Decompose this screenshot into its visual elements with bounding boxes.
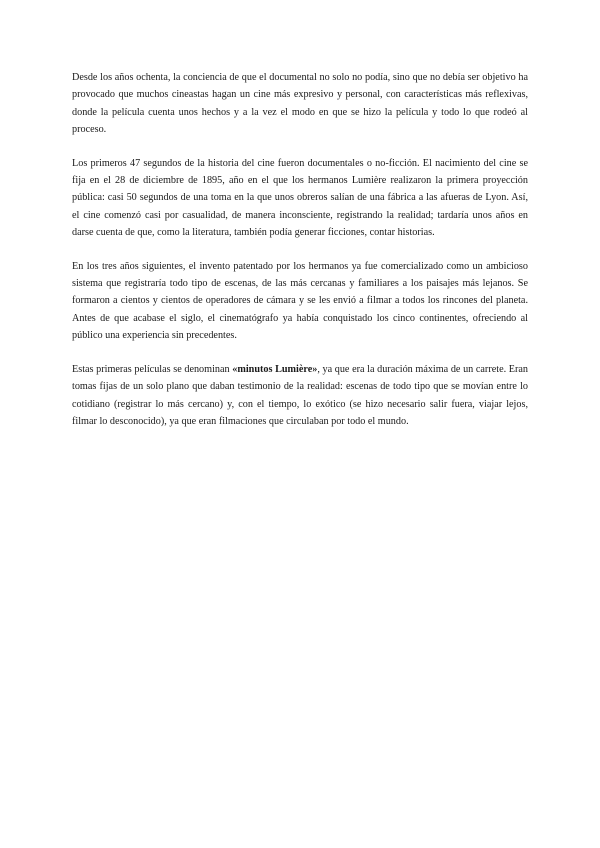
lumiere-minutes-term: «minutos Lumière» — [232, 363, 318, 375]
paragraph-text-before: Estas primeras películas se denominan — [72, 363, 233, 375]
document-body — [72, 69, 528, 446]
paragraph-cinema-origins: Los primeros 47 segundos de la historia del cine fueron documentales o no-ficción. El nacimiento del cine se fija en el 28 de diciembre de 1895, año en el que los hermanos Lumière realizaron la primera proyección pública: casi 50 segundos de una toma en la que unos obreros salían de una fábrica a las afueras de Lyon. Así, el cine comenzó casi por casualidad, de manera inconsciente, registrando la realidad; tardaría unos años en darse cuenta de que, como la literatura, también podía generar ficciones, contar historias. — [72, 157, 528, 239]
paragraph-invention-expansion: En los tres años siguientes, el invento patentado por los hermanos ya fue comercializado como un ambicioso sistema que registraría todo tipo de escenas, de las más cercanas y familiares a los paisajes más lejanos. Se formaron a cientos y cientos de operadores de cámara y se les envió a filmar a todos los rincones del planeta. Antes de que acabase el siglo, el cinematógrafo ya había conquistado los cinco continentes, ofreciendo al público una experiencia sin precedentes. — [72, 260, 528, 342]
paragraph-text-after: , ya que era la duración máxima de un carrete. Eran tomas fijas de un solo plano que daban testimonio de la realidad: escenas de todo tipo que se movían entre lo cotidiano (registrar lo más cercano) y, con el tiempo, lo exótico (se hizo necesario salir fuera, viajar lejos, filmar lo desconocido), ya que eran filmaciones que circulaban por todo el mundo. — [72, 363, 528, 427]
paragraph-documentary-intro: Desde los años ochenta, la conciencia de que el documental no solo no podía, sino que no debía ser objetivo ha provocado que muchos cineastas hagan un cine más expresivo y personal, con características más reflexivas, donde la película cuenta unos hechos y a la vez el modo en que se hizo la película y todo lo que rodeó al proceso. — [72, 72, 528, 136]
paragraph-lumiere-minutes — [72, 361, 528, 431]
